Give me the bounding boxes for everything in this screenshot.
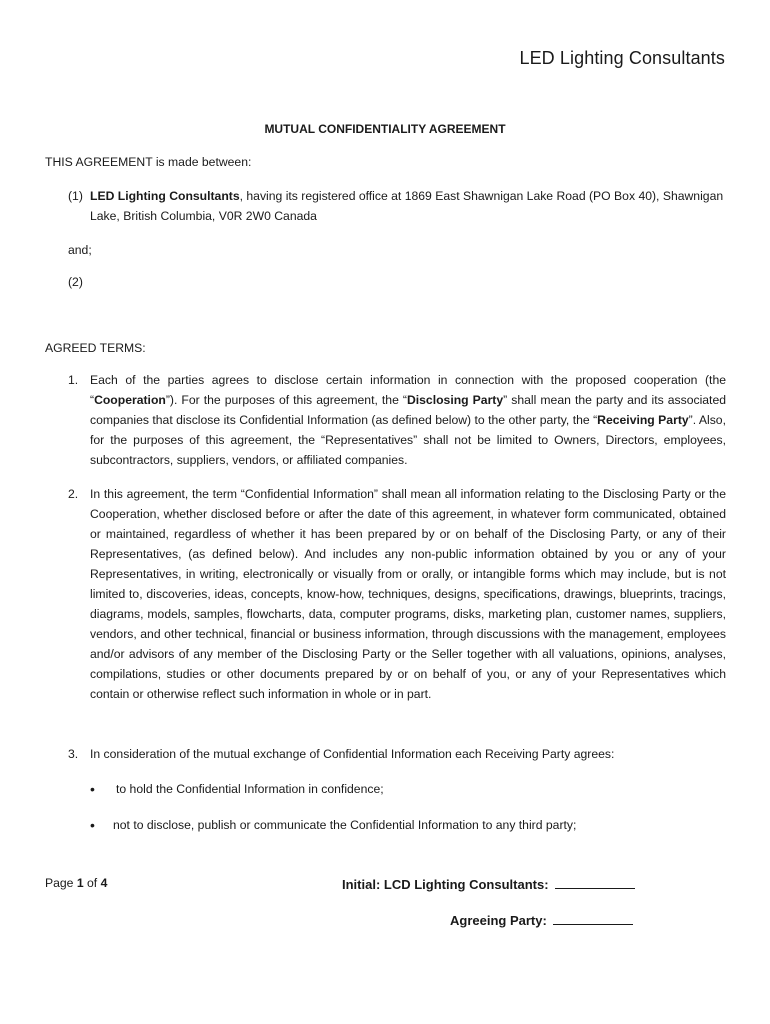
agreed-terms-heading: AGREED TERMS: bbox=[45, 341, 146, 355]
term-1-text-a: Each of the parties agrees to disclose certain information in connection with the proposed cooperation (the “ bbox=[90, 373, 726, 407]
term-2 bbox=[68, 484, 726, 704]
bullet-icon: • bbox=[90, 781, 95, 797]
and-text: and; bbox=[68, 243, 92, 257]
party-2-number: (2) bbox=[68, 275, 83, 289]
initial-label: Initial: LCD Lighting Consultants: bbox=[342, 877, 549, 892]
term-3-text: In consideration of the mutual exchange of Confidential Information each Receiving Party agrees: bbox=[90, 747, 615, 761]
party-1 bbox=[68, 186, 728, 226]
term-1-text-e: ” shall mean the party and its associated companies that disclose its Confidential Information (as defined below) to the other party, the “ bbox=[90, 393, 727, 427]
agreeing-party-label: Agreeing Party: bbox=[450, 913, 547, 928]
agreeing-party-signature-field[interactable] bbox=[553, 912, 633, 925]
agreement-title: MUTUAL CONFIDENTIALITY AGREEMENT bbox=[264, 122, 506, 136]
page-indicator bbox=[45, 876, 107, 890]
page-word: Page bbox=[45, 876, 74, 890]
page-number: 1 bbox=[76, 876, 84, 890]
bullet-item bbox=[90, 815, 710, 835]
initial-line bbox=[342, 876, 635, 892]
term-1-disclosing-party: Disclosing Party bbox=[406, 393, 504, 407]
bullet-text: to hold the Confidential Information in confidence; bbox=[116, 782, 384, 796]
term-1-number: 1. bbox=[68, 373, 79, 387]
term-2-number: 2. bbox=[68, 487, 79, 501]
term-1-text-g: ”. Also, for the purposes of this agreement, the “Representatives” shall not be limited to Owners, Directors, employees, subcontractors, suppliers, vendors, or affiliated companies. bbox=[90, 413, 726, 467]
party-1-number: (1) bbox=[68, 189, 83, 203]
term-1-receiving-party: Receiving Party bbox=[597, 413, 689, 427]
term-3-number: 3. bbox=[68, 747, 79, 761]
of-word: of bbox=[87, 876, 98, 890]
bullet-icon: • bbox=[90, 817, 95, 833]
term-1-cooperation: Cooperation bbox=[94, 393, 166, 407]
agreeing-party-line bbox=[450, 912, 633, 928]
term-3 bbox=[68, 744, 726, 764]
intro-text: THIS AGREEMENT is made between: bbox=[45, 155, 252, 169]
party-1-address: , having its registered office at 1869 East Shawnigan Lake Road (PO Box 40), Shawnigan Lake, British Columbia, V0R 2W0 Canada bbox=[90, 189, 724, 223]
term-1-text-c: ”). For the purposes of this agreement, the “ bbox=[165, 393, 407, 407]
bullet-item bbox=[90, 779, 710, 799]
page-total: 4 bbox=[100, 876, 108, 890]
bullet-text: not to disclose, publish or communicate the Confidential Information to any third party; bbox=[113, 818, 577, 832]
term-1 bbox=[68, 370, 726, 470]
header-company-name: LED Lighting Consultants bbox=[519, 48, 725, 68]
party-1-name: LED Lighting Consultants bbox=[90, 189, 240, 203]
term-2-text: In this agreement, the term “Confidential Information” shall mean all information relating to the Disclosing Party or the Cooperation, whether disclosed before or after the date of this agreement, in whatever form communicated, obtained or maintained, regardless of whether it has been prepared by or on behalf of the Disclosing Party, or any of their Representatives, (as defined below). And includes any non-public information obtained by you or any of your Representatives, in writing, electronically or visually from or orally, or intangible forms which may include, but is not limited to, discoveries, ideas, concepts, know-how, techniques, designs, specifications, drawings, blueprints, tracings, diagrams, models, samples, flowcharts, data, computer programs, disks, marketing plan, customer names, suppliers, vendors, and other technical, financial or business information, through discussions with the management, employees and/or advisors of any member of the Disclosing Party or the Seller together with all valuations, opinions, analyses, compilations, studies or other documents prepared by or on behalf of you, or any of your Representatives which contain or otherwise reflect such information in whole or in part. bbox=[90, 487, 726, 701]
initial-signature-field[interactable] bbox=[555, 876, 635, 889]
